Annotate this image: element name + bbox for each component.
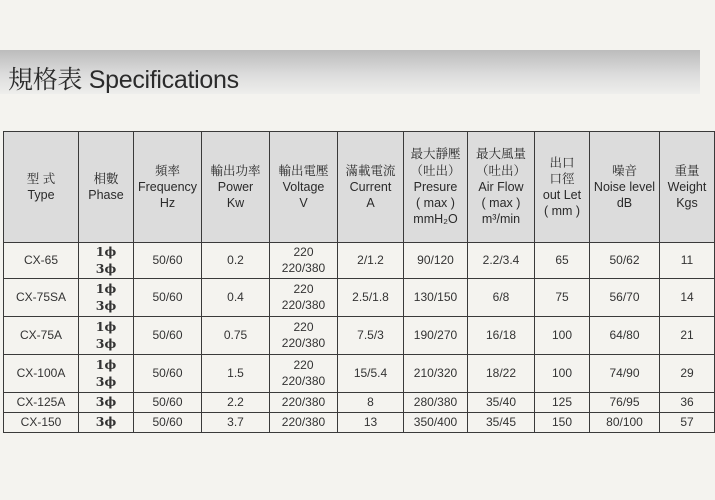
- column-header-line: ( max ): [416, 196, 455, 211]
- cell-current: 13: [338, 413, 404, 433]
- cell-noise: 74/90: [590, 355, 660, 393]
- cell-airflow: 35/40: [468, 393, 535, 413]
- cell-frequency: 50/60: [134, 355, 202, 393]
- cell-outlet: 100: [535, 355, 590, 393]
- column-header-line: Air Flow: [478, 179, 524, 194]
- phase-value: 1ϕ: [95, 243, 117, 259]
- cell-phase: [79, 243, 134, 279]
- cell-pressure: 130/150: [404, 279, 468, 317]
- column-header-line: 相數: [93, 171, 119, 186]
- column-header-line: mmH₂O: [413, 212, 458, 227]
- cell-outlet: 75: [535, 279, 590, 317]
- cell-weight: 14: [660, 279, 715, 317]
- cell-outlet: 65: [535, 243, 590, 279]
- voltage-value: 220/380: [281, 260, 326, 275]
- table-row: [4, 317, 715, 355]
- column-header-line: （吐出）: [410, 163, 461, 178]
- column-header: [535, 132, 590, 243]
- cell-type: CX-150: [4, 413, 79, 433]
- voltage-value: 220/380: [281, 373, 326, 388]
- cell-noise: 80/100: [590, 413, 660, 433]
- cell-outlet: 100: [535, 317, 590, 355]
- cell-weight: 36: [660, 393, 715, 413]
- phase-value: 3ϕ: [95, 260, 117, 276]
- cell-weight: 11: [660, 243, 715, 279]
- column-header-line: 輸出功率: [210, 163, 261, 178]
- phase-value: 3ϕ: [95, 414, 117, 430]
- column-header: [338, 132, 404, 243]
- voltage-value: 220: [293, 281, 314, 296]
- column-header-line: （吐出）: [475, 163, 526, 178]
- voltage-value: 220: [293, 357, 314, 372]
- column-header-line: Kgs: [676, 196, 698, 211]
- cell-noise: 50/62: [590, 243, 660, 279]
- column-header-line: 最大靜壓: [410, 147, 461, 162]
- column-header-line: out Let: [542, 188, 582, 202]
- cell-airflow: 2.2/3.4: [468, 243, 535, 279]
- cell-pressure: 210/320: [404, 355, 468, 393]
- cell-noise: 64/80: [590, 317, 660, 355]
- cell-power: 0.4: [202, 279, 270, 317]
- column-header-line: Noise level: [593, 179, 656, 194]
- voltage-value: 220: [293, 319, 314, 334]
- phase-value: 3ϕ: [95, 297, 117, 313]
- cell-outlet: 125: [535, 393, 590, 413]
- column-header-line: Kw: [226, 196, 245, 211]
- cell-phase: [79, 413, 134, 433]
- voltage-value: 220/380: [281, 297, 326, 312]
- cell-weight: 21: [660, 317, 715, 355]
- voltage-value: 220/380: [281, 394, 326, 409]
- column-header-line: ( mm ): [543, 204, 581, 219]
- column-header-line: Voltage: [282, 179, 325, 194]
- column-header-line: 噪音: [611, 163, 637, 178]
- cell-current: 2.5/1.8: [338, 279, 404, 317]
- column-header-line: Frequency: [137, 179, 198, 194]
- cell-power: 1.5: [202, 355, 270, 393]
- cell-voltage: [270, 279, 338, 317]
- cell-pressure: 190/270: [404, 317, 468, 355]
- column-header-line: Presure: [413, 179, 458, 194]
- column-header-line: 滿載電流: [345, 163, 396, 178]
- table-row: [4, 413, 715, 433]
- cell-phase: [79, 317, 134, 355]
- column-header-line: 型 式: [26, 171, 56, 186]
- phase-value: 1ϕ: [95, 356, 117, 372]
- cell-frequency: 50/60: [134, 279, 202, 317]
- column-header-line: Weight: [667, 179, 707, 194]
- column-header-line: 最大風量: [475, 147, 526, 162]
- column-header-line: A: [366, 196, 375, 211]
- table-row: [4, 279, 715, 317]
- column-header: [468, 132, 535, 243]
- page-title: 規格表 Specifications: [8, 66, 239, 94]
- column-header: [270, 132, 338, 243]
- column-header-line: Phase: [88, 188, 124, 202]
- column-header-line: Current: [349, 179, 392, 194]
- phase-value: 1ϕ: [95, 318, 117, 334]
- column-header-line: V: [299, 196, 308, 211]
- cell-current: 2/1.2: [338, 243, 404, 279]
- cell-power: 2.2: [202, 393, 270, 413]
- cell-current: 8: [338, 393, 404, 413]
- cell-frequency: 50/60: [134, 317, 202, 355]
- column-header: [404, 132, 468, 243]
- table-row: [4, 355, 715, 393]
- phase-value: 3ϕ: [95, 394, 117, 410]
- table-row: [4, 393, 715, 413]
- cell-power: 0.2: [202, 243, 270, 279]
- cell-voltage: [270, 243, 338, 279]
- column-header: [134, 132, 202, 243]
- cell-frequency: 50/60: [134, 393, 202, 413]
- column-header: [660, 132, 715, 243]
- column-header: [79, 132, 134, 243]
- column-header-line: Type: [27, 188, 55, 202]
- phase-value: 3ϕ: [95, 373, 117, 389]
- column-header-line: ( max ): [481, 196, 521, 211]
- phase-value: 1ϕ: [95, 280, 117, 296]
- column-header-line: Hz: [159, 196, 176, 211]
- voltage-value: 220: [293, 244, 314, 259]
- cell-pressure: 280/380: [404, 393, 468, 413]
- cell-power: 0.75: [202, 317, 270, 355]
- cell-current: 7.5/3: [338, 317, 404, 355]
- cell-phase: [79, 355, 134, 393]
- cell-voltage: [270, 413, 338, 433]
- cell-voltage: [270, 393, 338, 413]
- cell-current: 15/5.4: [338, 355, 404, 393]
- cell-weight: 29: [660, 355, 715, 393]
- cell-weight: 57: [660, 413, 715, 433]
- cell-airflow: 35/45: [468, 413, 535, 433]
- cell-type: CX-100A: [4, 355, 79, 393]
- column-header-line: 出口: [549, 155, 575, 170]
- column-header: [202, 132, 270, 243]
- specifications-table: [3, 131, 715, 433]
- cell-type: CX-125A: [4, 393, 79, 413]
- cell-phase: [79, 393, 134, 413]
- column-header-line: 頻率: [154, 163, 180, 178]
- cell-frequency: 50/60: [134, 413, 202, 433]
- column-header: [590, 132, 660, 243]
- cell-type: CX-75SA: [4, 279, 79, 317]
- cell-airflow: 16/18: [468, 317, 535, 355]
- column-header-line: m³/min: [481, 212, 521, 227]
- cell-power: 3.7: [202, 413, 270, 433]
- voltage-value: 220/380: [281, 414, 326, 429]
- column-header-line: 口徑: [549, 171, 575, 186]
- cell-type: CX-75A: [4, 317, 79, 355]
- cell-outlet: 150: [535, 413, 590, 433]
- cell-voltage: [270, 355, 338, 393]
- cell-noise: 76/95: [590, 393, 660, 413]
- column-header-line: dB: [616, 196, 633, 211]
- cell-type: CX-65: [4, 243, 79, 279]
- column-header-line: Power: [217, 179, 254, 194]
- table-row: [4, 243, 715, 279]
- table-body: [4, 243, 715, 433]
- cell-noise: 56/70: [590, 279, 660, 317]
- cell-pressure: 90/120: [404, 243, 468, 279]
- cell-airflow: 18/22: [468, 355, 535, 393]
- cell-voltage: [270, 317, 338, 355]
- voltage-value: 220/380: [281, 335, 326, 350]
- cell-frequency: 50/60: [134, 243, 202, 279]
- phase-value: 3ϕ: [95, 335, 117, 351]
- column-header-line: 輸出電壓: [278, 163, 329, 178]
- cell-airflow: 6/8: [468, 279, 535, 317]
- cell-pressure: 350/400: [404, 413, 468, 433]
- cell-phase: [79, 279, 134, 317]
- column-header-line: 重量: [674, 163, 700, 178]
- table-header-row: [4, 132, 715, 243]
- column-header: [4, 132, 79, 243]
